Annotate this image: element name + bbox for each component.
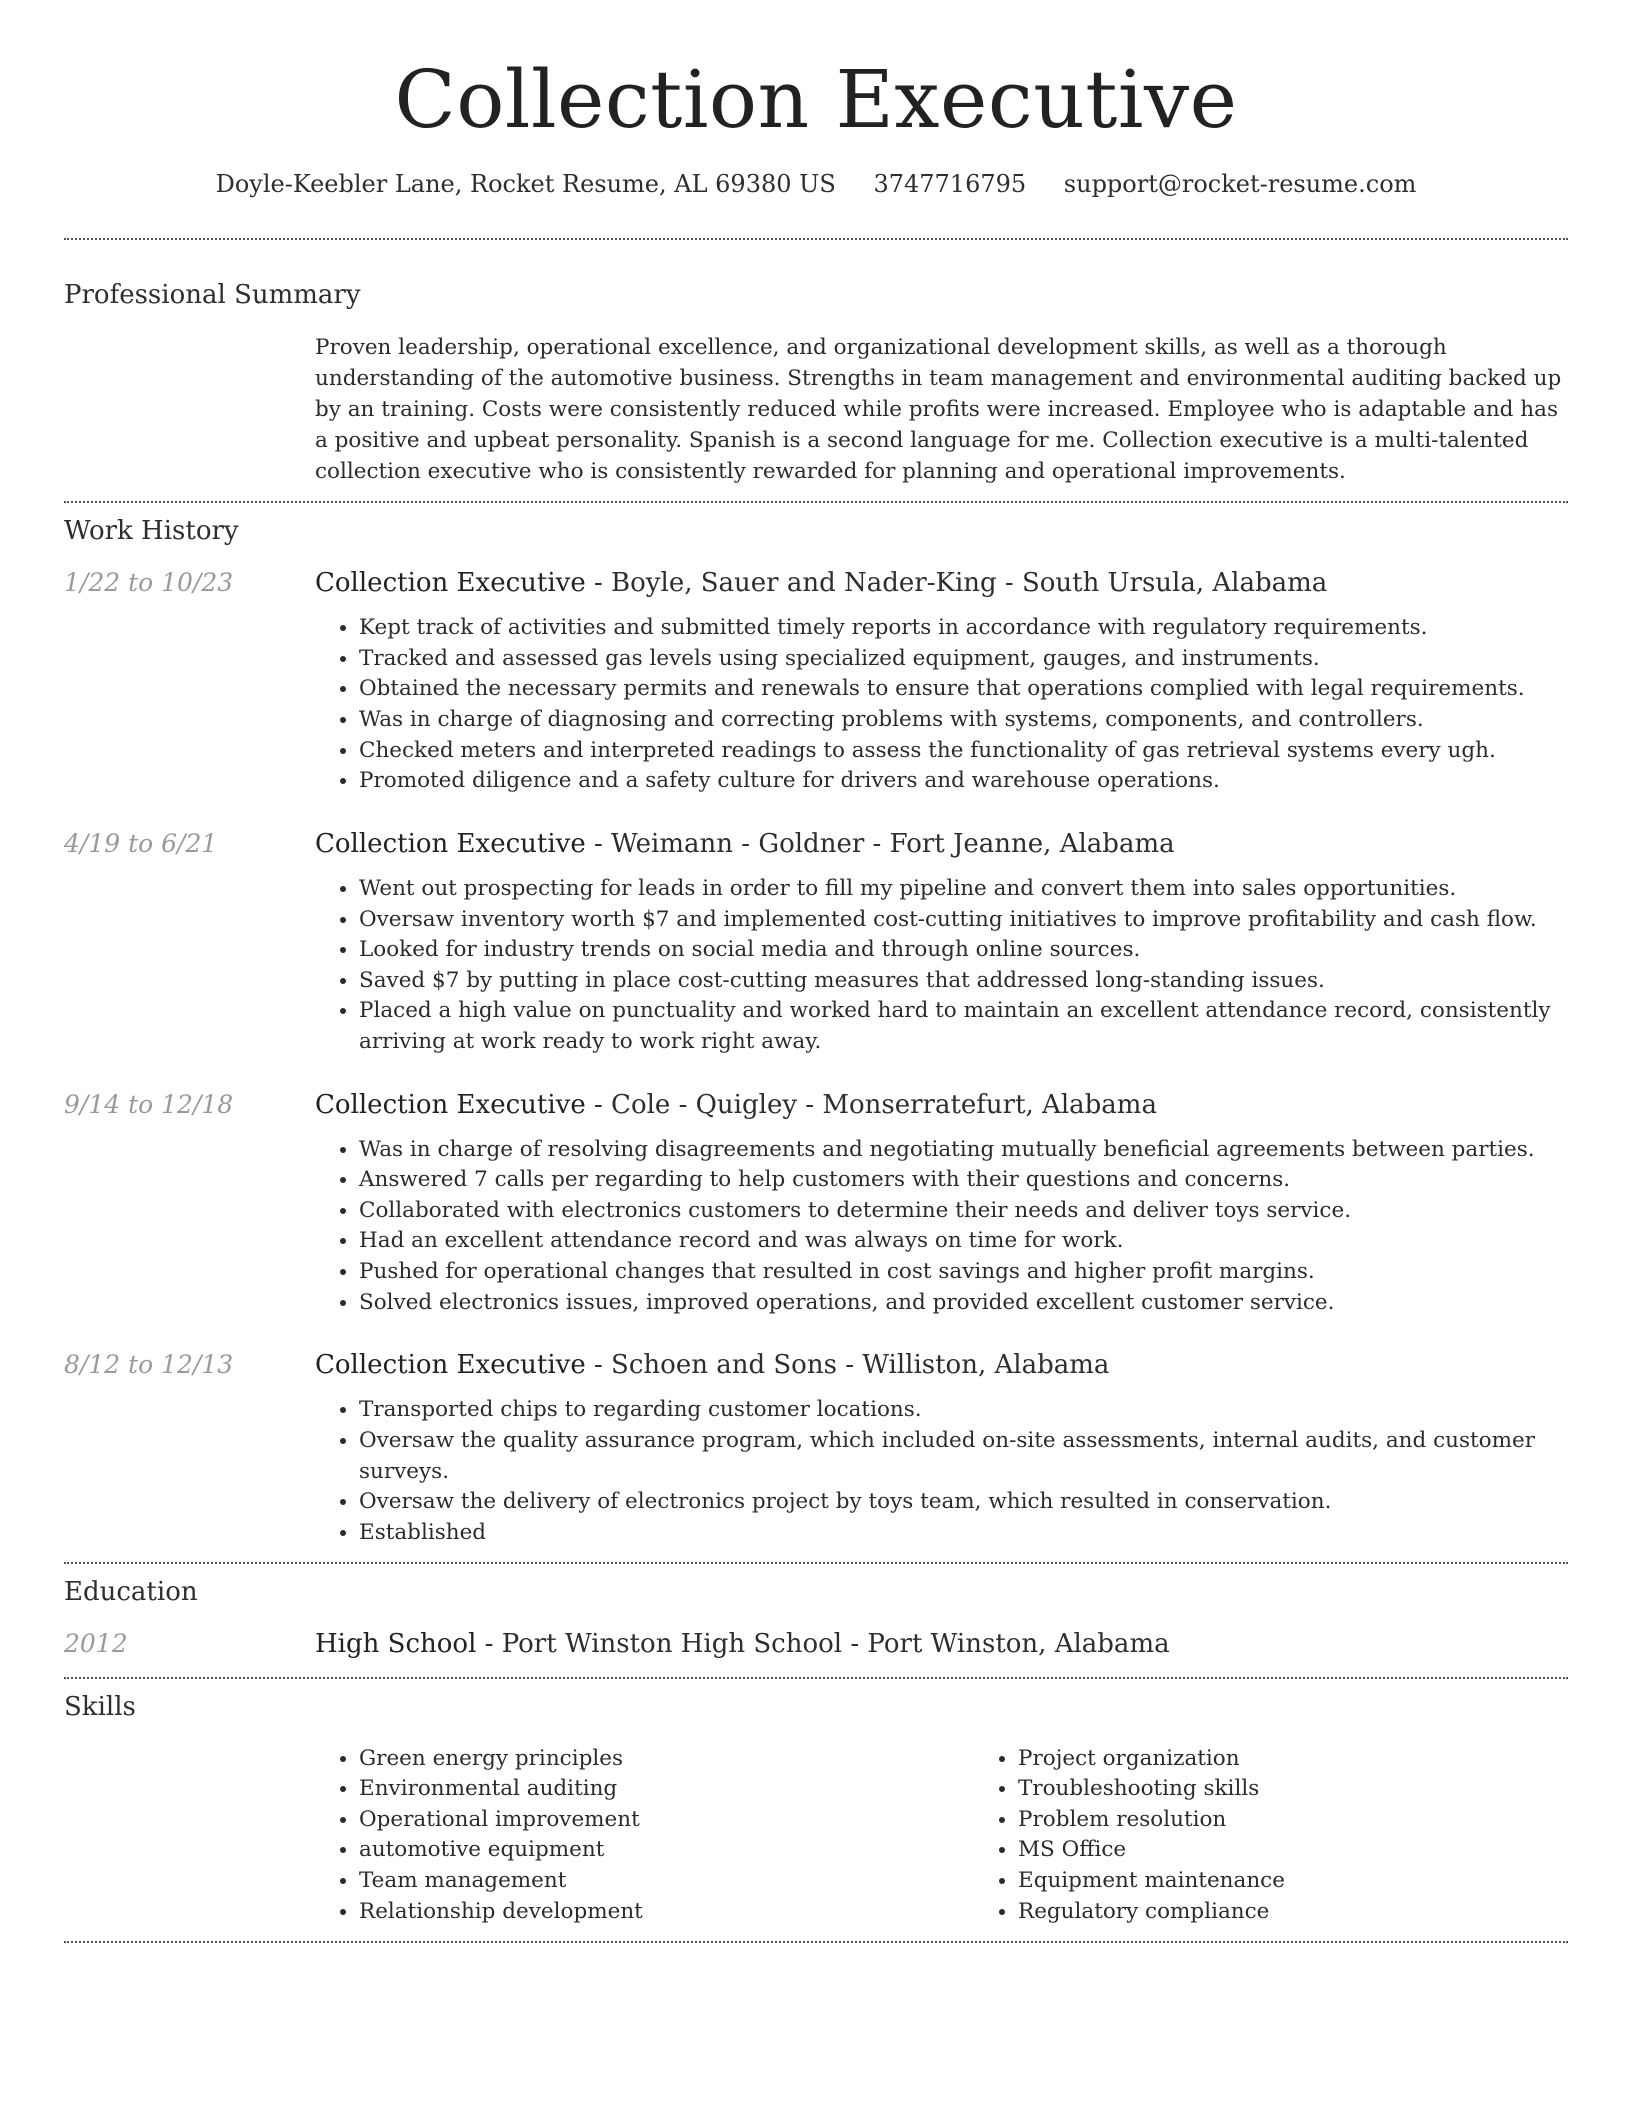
job-employer: - Weimann - Goldner - Fort Jeanne, Alabama [585,828,1175,859]
email-text: support@rocket-resume.com [1063,170,1417,198]
section-title-skills: Skills [64,1691,136,1722]
job-bullets [315,874,1568,1058]
job-entry [64,829,1568,1058]
job-role: Collection Executive [315,1350,586,1381]
list-item: • Was in charge of diagnosing and correcting problems with systems, components, and controllers. [359,705,1568,736]
education-school: - Port Winston High School - Port Winston, Alabama [476,1629,1170,1660]
job-role: Collection Executive [315,1089,586,1120]
list-item: • Answered 7 calls per regarding to help customers with their questions and concerns. [359,1165,1568,1196]
summary-text: Proven leadership, operational excellence, and organizational development skills, as well as a thorough understanding of the automotive business. Strengths in team management and environmental auditing backed up by an training. Costs were consistently reduced while profits were increased. Employee who is adaptable and has a positive and upbeat personality. Spanish is a second language for me. Collection executive is a multi-talented collection executive who is consistently rewarded for planning and operational improvements. [315,335,1562,484]
job-dates: 4/19 to 6/21 [64,828,218,858]
list-item: • Went out prospecting for leads in order to fill my pipeline and convert them into sales opportunities. [359,874,1568,905]
job-heading [315,568,1568,599]
skills-list-left [315,1744,974,1928]
skill-item: • Problem resolution [1018,1805,1632,1836]
education-section [64,1577,1568,1660]
job-heading [315,829,1568,860]
job-entry [64,568,1568,797]
divider [64,238,1568,240]
job-heading [315,1350,1568,1381]
list-item: • Checked meters and interpreted readings to assess the functionality of gas retrieval systems every ugh. [359,736,1568,767]
divider [64,1677,1568,1679]
job-dates: 9/14 to 12/18 [64,1089,234,1119]
job-heading [315,1090,1568,1121]
section-title-summary: Professional Summary [64,280,361,310]
job-employer: - Schoen and Sons - Williston, Alabama [585,1350,1110,1381]
skill-item: • Troubleshooting skills [1018,1774,1632,1805]
education-degree: High School [315,1629,477,1660]
list-item: • Was in charge of resolving disagreements and negotiating mutually beneficial agreements between parties. [359,1135,1568,1166]
job-dates: 8/12 to 12/13 [64,1350,234,1380]
list-item: • Solved electronics issues, improved operations, and provided excellent customer service. [359,1288,1568,1319]
list-item: • Had an excellent attendance record and was always on time for work. [359,1226,1568,1257]
skills-section [64,1692,1568,1928]
summary-section [64,280,1568,487]
job-role: Collection Executive [315,828,586,859]
section-title-work: Work History [64,516,239,546]
contact-info [64,170,1568,198]
job-role: Collection Executive [315,568,586,598]
job-dates: 1/22 to 10/23 [64,568,234,597]
work-history-section [64,516,1568,1548]
list-item: • Pushed for operational changes that resulted in cost savings and higher profit margins. [359,1257,1568,1288]
skill-item: • Green energy principles [359,1744,974,1775]
resume-title: Collection Executive [394,53,1238,146]
job-employer: - Boyle, Sauer and Nader-King - South Ursula, Alabama [585,568,1328,598]
skills-list-right [974,1744,1632,1928]
skill-item: • Project organization [1018,1744,1632,1775]
list-item: • Placed a high value on punctuality and worked hard to maintain an excellent attendance record, consistently arriving at work ready to work right away. [359,996,1568,1057]
skill-item: • Operational improvement [359,1805,974,1836]
job-bullets [315,1135,1568,1319]
job-bullets [315,613,1568,797]
list-item: • Tracked and assessed gas levels using specialized equipment, gauges, and instruments. [359,644,1568,675]
skill-item: • Team management [359,1866,974,1897]
address-text: Doyle-Keebler Lane, Rocket Resume, AL 69380 US [215,170,836,198]
list-item: • Saved $7 by putting in place cost-cutting measures that addressed long-standing issues. [359,966,1568,997]
list-item: • Oversaw inventory worth $7 and implemented cost-cutting initiatives to improve profitability and cash flow. [359,905,1568,936]
list-item: • Promoted diligence and a safety culture for drivers and warehouse operations. [359,766,1568,797]
divider [64,1562,1568,1564]
divider [64,1941,1568,1943]
skill-item: • Regulatory compliance [1018,1897,1632,1928]
education-year: 2012 [64,1629,128,1659]
list-item: • Established [359,1518,1568,1549]
job-entry [64,1090,1568,1319]
skill-item: • Environmental auditing [359,1774,974,1805]
list-item: • Kept track of activities and submitted timely reports in accordance with regulatory requirements. [359,613,1568,644]
divider [64,501,1568,503]
list-item: • Oversaw the quality assurance program, which included on-site assessments, internal audits, and customer surveys. [359,1426,1568,1487]
resume-page [64,0,1568,1943]
section-title-education: Education [64,1577,198,1608]
job-employer: - Cole - Quigley - Monserratefurt, Alabama [585,1089,1157,1120]
skill-item: • Equipment maintenance [1018,1866,1632,1897]
list-item: • Transported chips to regarding customer locations. [359,1395,1568,1426]
list-item: • Looked for industry trends on social media and through online sources. [359,935,1568,966]
list-item: • Collaborated with electronics customers to determine their needs and deliver toys service. [359,1196,1568,1227]
education-heading [315,1629,1568,1660]
skill-item: • MS Office [1018,1835,1632,1866]
list-item: • Oversaw the delivery of electronics project by toys team, which resulted in conservation. [359,1487,1568,1518]
skill-item: • Relationship development [359,1897,974,1928]
job-bullets [315,1395,1568,1548]
skill-item: • automotive equipment [359,1835,974,1866]
list-item: • Obtained the necessary permits and renewals to ensure that operations complied with legal requirements. [359,674,1568,705]
phone-text: 3747716795 [873,170,1027,198]
job-entry [64,1350,1568,1548]
